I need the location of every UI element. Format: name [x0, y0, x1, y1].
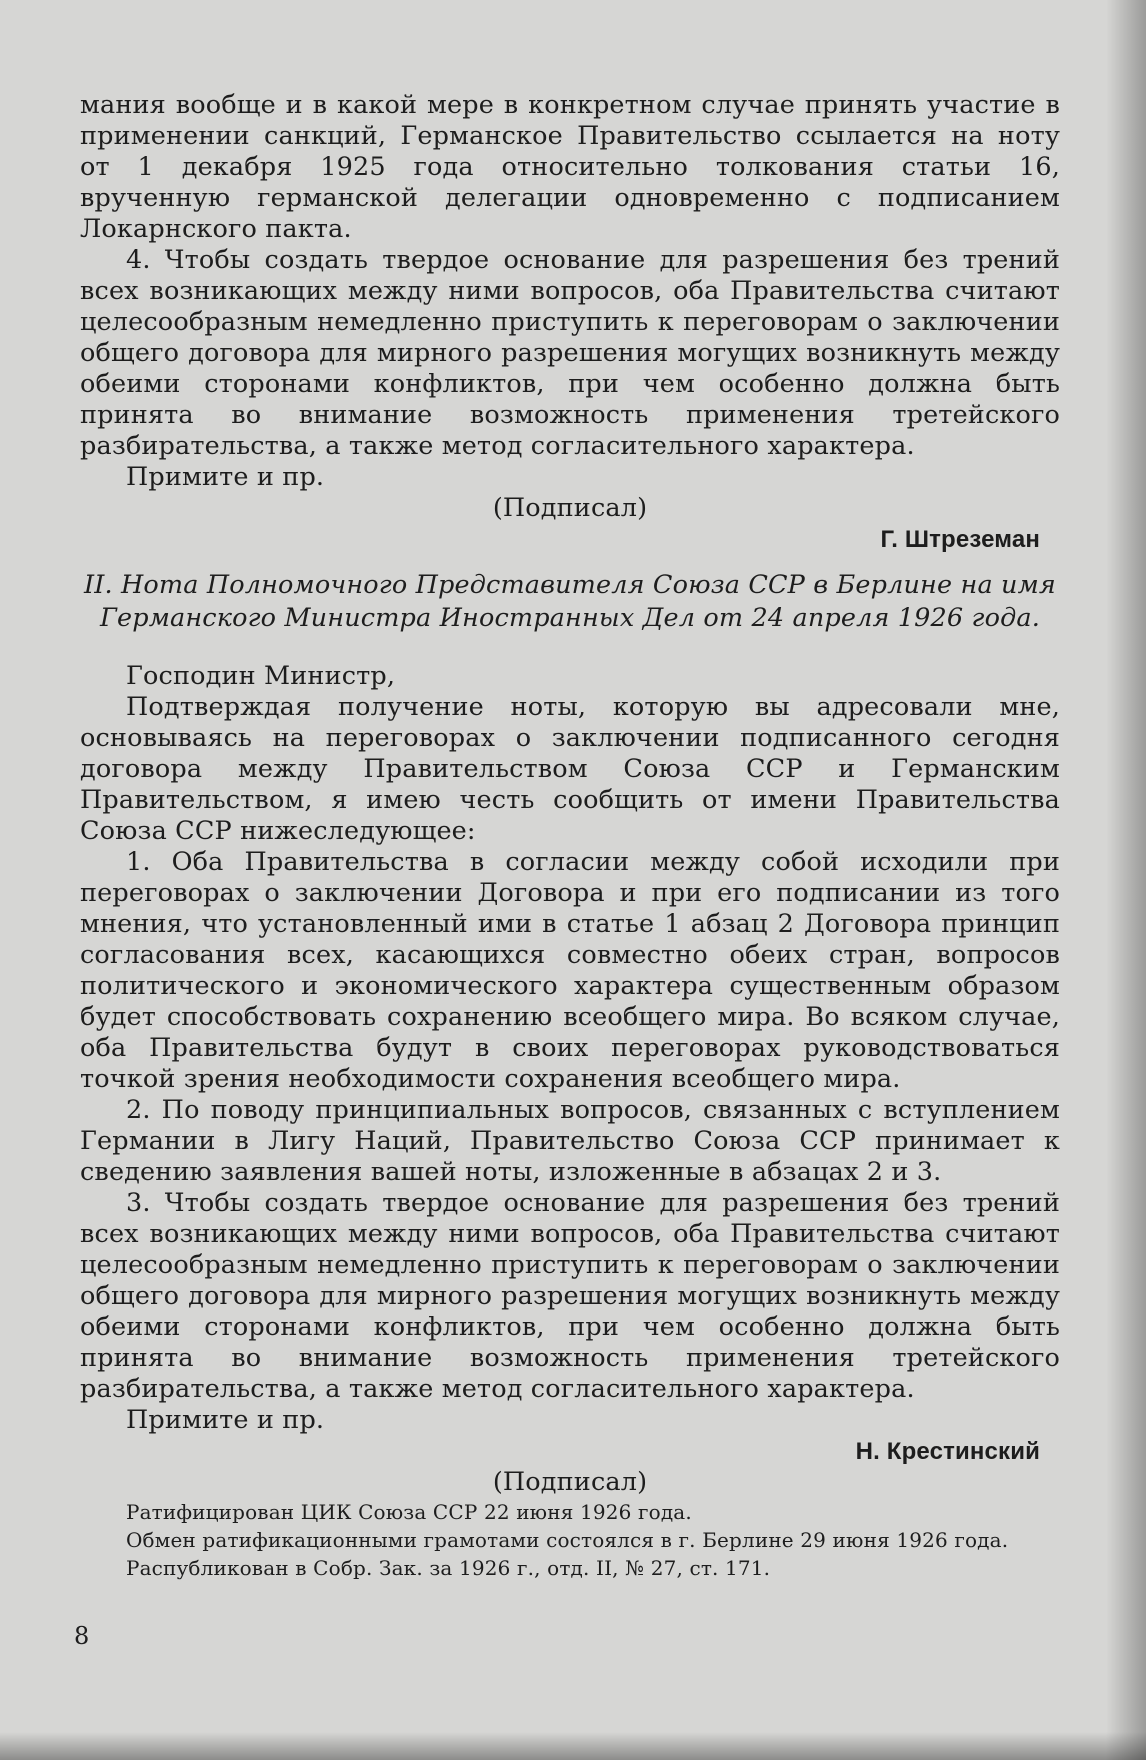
paragraph-intro: Подтверждая получение ноты, которую вы адресовали мне, основываясь на переговорах о заключении подписанного сегодня договора между Правительством Союза ССР и Германским Правительством, я имею честь сообщить от имени Правительства Союза ССР нижеследующее:	[80, 692, 1060, 846]
section-2-heading: II. Нота Полномочного Представителя Союза ССР в Берлине на имя Германского Министра Иностранных Дел от 24 апреля 1926 года.	[84, 570, 1056, 633]
paragraph-1: 1. Оба Правительства в согласии между собой исходили при переговорах о заключении Договора и при его подписании из того мнения, что установленный ими в статье 1 абзац 2 Договора принцип согласования всех, касающихся совместно обеих стран, вопросов политического и экономического характера существенным образом будет способствовать сохранению всеобщего мира. Во всяком случае, оба Правительства будут в своих переговорах руководствоваться точкой зрения необходимости сохранения всеобщего мира.	[80, 847, 1060, 1094]
closing-1: Примите и пр.	[126, 462, 325, 492]
paragraph-4: 4. Чтобы создать твердое основание для разрешения без трений всех возникающих между ними вопросов, оба Правительства считают целесообразным немедленно приступить к переговорам о заключении общего договора для мирного разрешения могущих возникнуть между обеими сторонами конфликтов, при чем особенно должна быть принята во внимание возможность применения третейского разбирательства, а также метод согласительного характера.	[80, 245, 1060, 461]
closing-2: Примите и пр.	[126, 1405, 325, 1435]
page-text	[80, 90, 1060, 1582]
page-number: 8	[74, 1622, 90, 1650]
note-ratified: Ратифицирован ЦИК Союза ССР 22 июня 1926 года.	[126, 1500, 692, 1524]
signature-stresemann: Г. Штреземан	[880, 526, 1040, 553]
salutation: Господин Министр,	[126, 661, 396, 691]
signature-krestinsky: Н. Крестинский	[855, 1438, 1040, 1465]
paragraph-2: 2. По поводу принципиальных вопросов, связанных с вступлением Германии в Лигу Наций, Правительство Союза ССР принимает к сведению заявления вашей ноты, изложенные в абзацах 2 и 3.	[80, 1095, 1060, 1187]
signed-note-2: (Подписал)	[492, 1467, 648, 1497]
page-bottom-shadow	[0, 1732, 1146, 1760]
signed-note-1: (Подписал)	[492, 493, 648, 523]
paragraph-3: 3. Чтобы создать твердое основание для разрешения без трений всех возникающих между ними вопросов, оба Правительства считают целесообразным немедленно приступить к переговорам о заключении общего договора для мирного разрешения могущих возникнуть между обеими сторонами конфликтов, при чем особенно должна быть принята во внимание возможность применения третейского разбирательства, а также метод согласительного характера.	[80, 1188, 1060, 1404]
paragraph-continuation: мания вообще и в какой мере в конкретном случае принять участие в применении санкций, Германское Правительство ссылается на ноту от 1 декабря 1925 года относительно толкования статьи 16, врученную германской делегации одновременно с подписанием Локарнского пакта.	[80, 90, 1060, 244]
note-exchange: Обмен ратификационными грамотами состоялся в г. Берлине 29 июня 1926 года.	[126, 1528, 1009, 1552]
note-published: Распубликован в Собр. Зак. за 1926 г., отд. II, № 27, ст. 171.	[126, 1556, 771, 1580]
page-edge-shadow	[1106, 0, 1146, 1760]
